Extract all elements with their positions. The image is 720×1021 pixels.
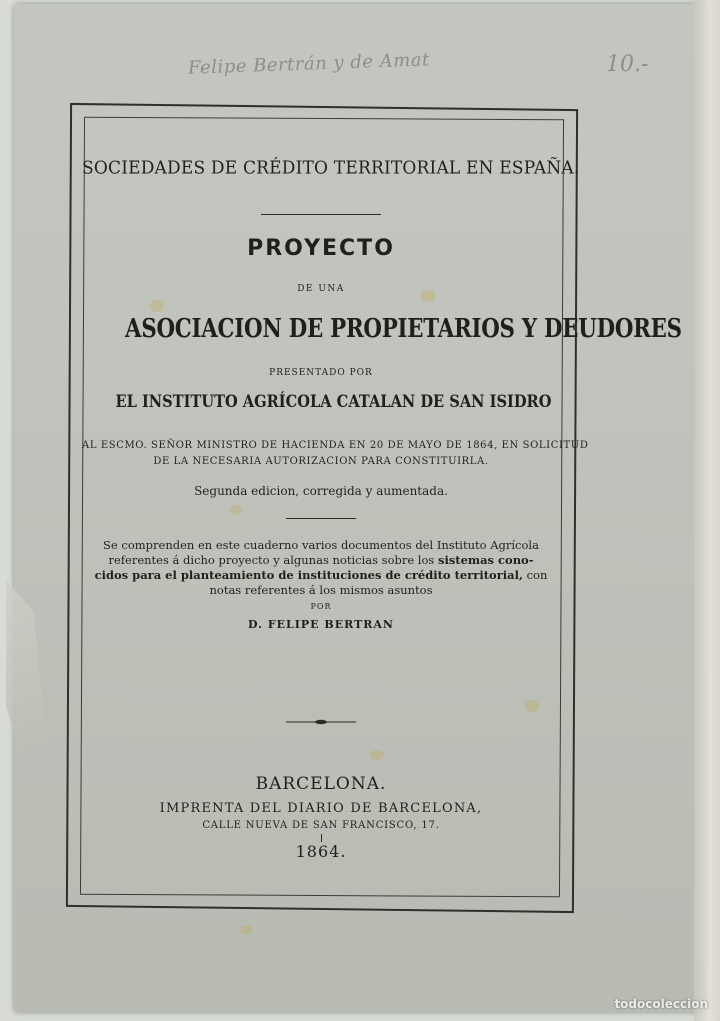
foxing-stain	[420, 290, 436, 302]
solicitud-line-2: DE LA NECESARIA AUTORIZACION PARA CONSTITUIRLA.	[153, 456, 489, 467]
printer-address: CALLE NUEVA DE SAN FRANCISCO, 17.	[202, 820, 440, 831]
publication-year: 1864.	[295, 842, 347, 861]
printer: IMPRENTA DEL DIARIO DE BARCELONA,	[159, 801, 483, 816]
description-bold-1: sistemas cono-	[437, 553, 534, 567]
author-name: D. FELIPE BERTRAN	[248, 618, 394, 631]
de-una-text: DE UNA	[297, 284, 345, 294]
page-title: PROYECTO	[247, 236, 395, 261]
edition-note: Segunda edicion, corregida y aumentada.	[194, 484, 448, 498]
cover-content	[82, 118, 682, 894]
city: BARCELONA.	[255, 774, 387, 794]
foxing-stain	[370, 750, 384, 760]
description-line-1: Se comprenden en este cuaderno varios documentos del Instituto Agrícola	[103, 538, 539, 552]
solicitud-line-1: AL ESCMO. SEÑOR MINISTRO DE HACIENDA EN 20 DE MAYO DE 1864, EN SOLICITUD	[82, 440, 589, 451]
foxing-stain	[230, 505, 242, 515]
description	[82, 538, 560, 598]
year-tick	[321, 834, 322, 842]
description-line-3	[82, 568, 560, 583]
foxing-stain	[240, 925, 252, 935]
divider-rule-2	[286, 518, 356, 519]
ornament-divider	[286, 718, 356, 726]
series-title: SOCIEDADES DE CRÉDITO TERRITORIAL EN ESPAÑA.	[82, 157, 580, 179]
presentado-por-text: PRESENTADO POR	[269, 368, 373, 378]
description-line-4: notas referentes á los mismos asuntos	[209, 583, 433, 597]
foxing-stain	[525, 700, 539, 712]
institute-name: EL INSTITUTO AGRÍCOLA CATALAN DE SAN ISIDRO	[115, 392, 552, 412]
main-heading: ASOCIACION DE PROPIETARIOS Y DEUDORES	[125, 314, 682, 344]
divider-rule	[261, 214, 381, 215]
pencil-annotation: Felipe Bertrán y de Amat	[187, 49, 431, 79]
description-line-2-text: referentes á dicho proyecto y algunas noticias sobre los	[108, 553, 435, 567]
description-line-2	[82, 553, 560, 568]
torn-right-edge	[694, 0, 720, 1021]
por-text: POR	[310, 602, 332, 611]
pencil-price: 10.-	[606, 52, 649, 77]
watermark-text: todocoleccion	[614, 997, 708, 1011]
description-bold-2: cidos para el planteamiento de instituciones de crédito territorial,	[94, 568, 523, 582]
description-line-3-end: con	[526, 568, 548, 582]
foxing-stain	[150, 300, 164, 312]
